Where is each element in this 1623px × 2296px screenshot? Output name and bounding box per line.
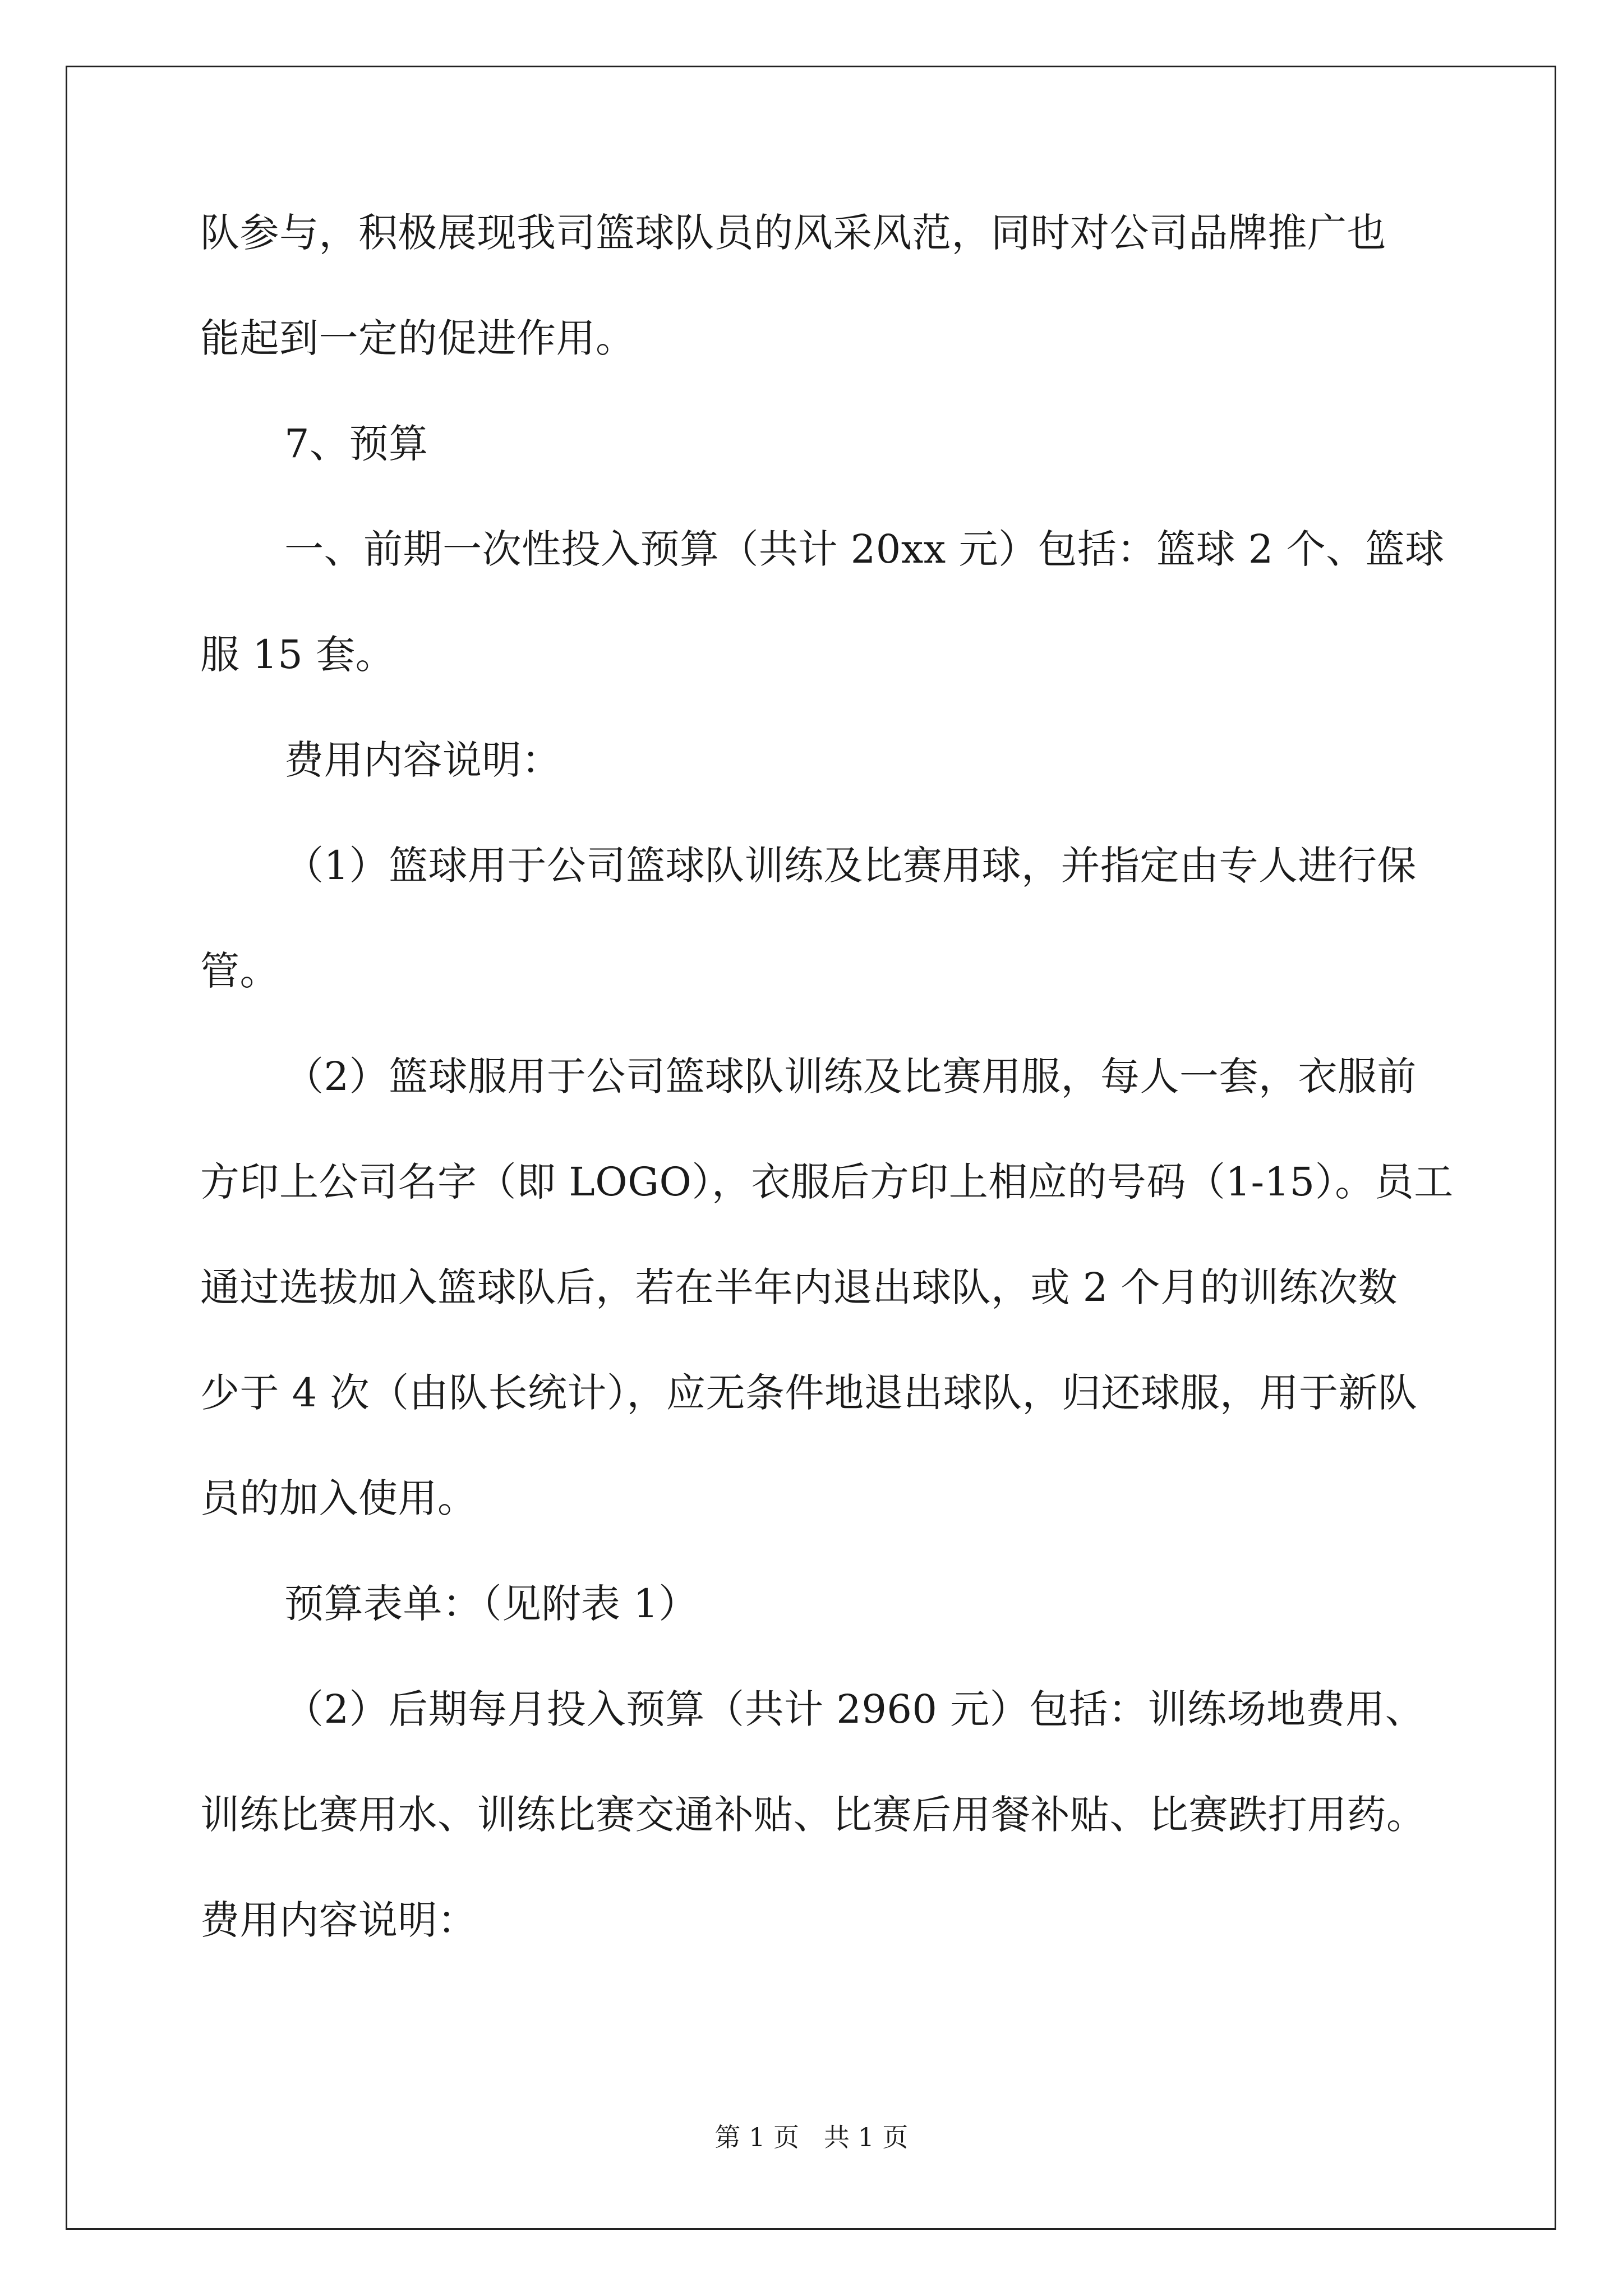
- body-line: （2）篮球服用于公司篮球队训练及比赛用服，每人一套，衣服前: [284, 1053, 1417, 1099]
- body-line: 训练比赛用水、训练比赛交通补贴、比赛后用餐补贴、比赛跌打用药。: [200, 1792, 1426, 1838]
- body-line: （1）篮球用于公司篮球队训练及比赛用球，并指定由专人进行保: [284, 843, 1417, 889]
- body-line: 预算表单：（见附表 1）: [284, 1581, 698, 1627]
- section-heading: 7、预算: [284, 421, 428, 467]
- body-line: 费用内容说明：: [284, 737, 561, 783]
- body-line: 一、前期一次性投入预算（共计 20xx 元）包括：篮球 2 个、篮球: [284, 526, 1445, 572]
- body-line: 少于 4 次（由队长统计），应无条件地退出球队，归还球服，用于新队: [200, 1370, 1418, 1416]
- body-line: 服 15 套。: [200, 632, 395, 678]
- page-number-footer: 第 1 页 共 1 页: [714, 2122, 909, 2152]
- body-line: 费用内容说明：: [200, 1897, 477, 1943]
- body-line: 通过选拔加入篮球队后，若在半年内退出球队，或 2 个月的训练次数: [200, 1264, 1398, 1310]
- body-line: 能起到一定的促进作用。: [200, 315, 635, 361]
- body-line: 员的加入使用。: [200, 1475, 477, 1521]
- body-line: （2）后期每月投入预算（共计 2960 元）包括：训练场地费用、: [284, 1686, 1425, 1732]
- body-line: 方印上公司名字（即 LOGO），衣服后方印上相应的号码（1-15）。员工: [200, 1159, 1454, 1205]
- body-line: 管。: [200, 948, 279, 994]
- body-line: 队参与，积极展现我司篮球队员的风采风范，同时对公司品牌推广也: [200, 210, 1386, 256]
